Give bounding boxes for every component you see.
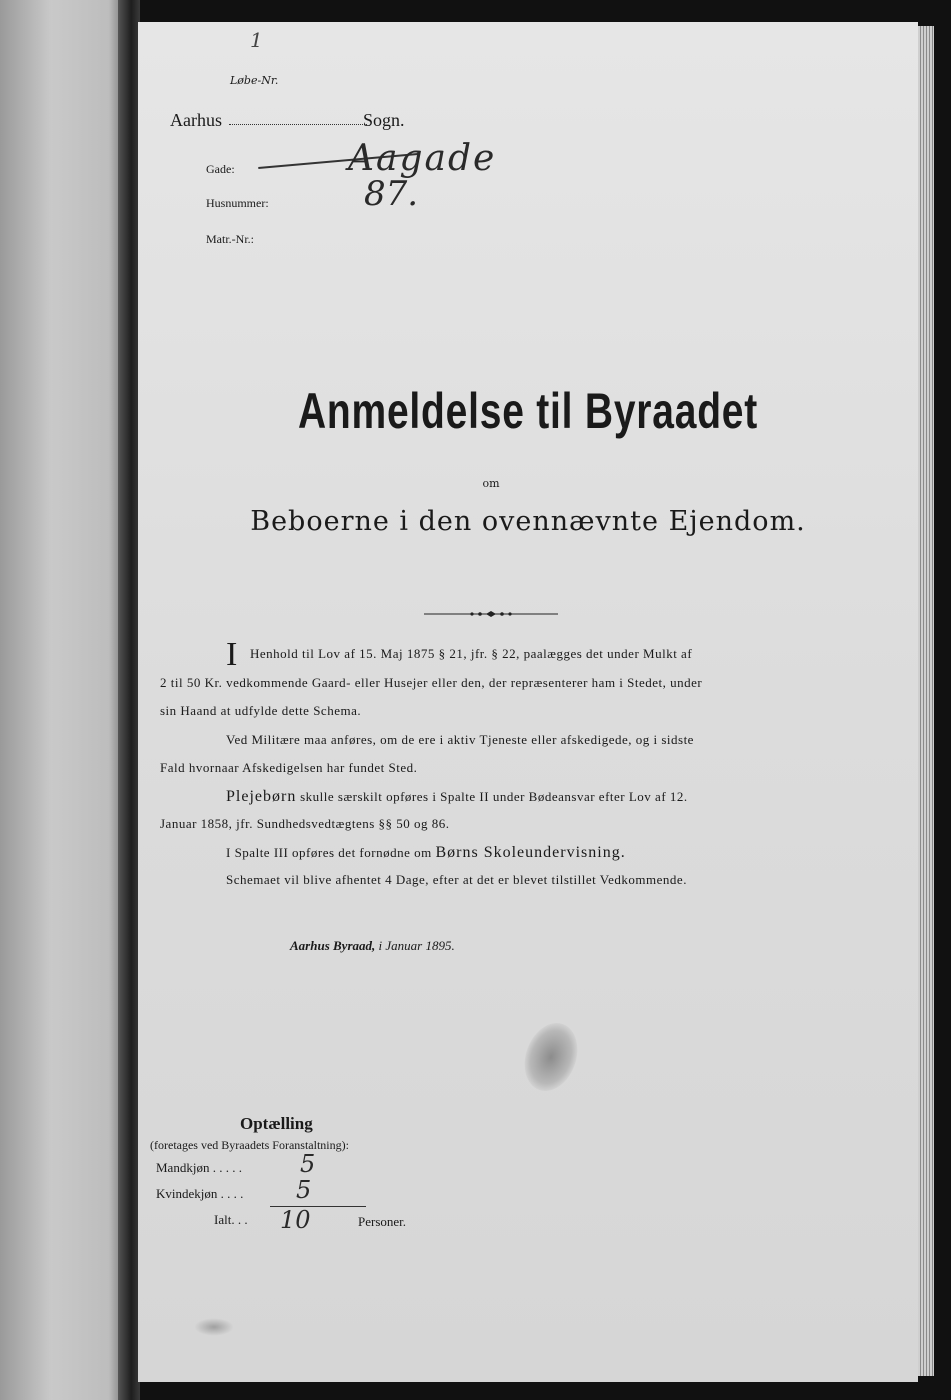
document-page bbox=[138, 22, 918, 1382]
signoff-date: i Januar 1895. bbox=[375, 938, 455, 953]
gade-label: Gade: bbox=[206, 162, 235, 176]
matr-label: Matr.-Nr.: bbox=[206, 232, 254, 246]
lobe-nr-label: Løbe-Nr. bbox=[230, 74, 279, 87]
body-line-3: sin Haand at udfylde dette Schema. bbox=[160, 703, 362, 718]
body-line-4: Ved Militære maa anføres, om de ere i aktiv Tjeneste eller afskedigede, og i sidste bbox=[226, 732, 694, 747]
kvindekjon-value: 5 bbox=[296, 1176, 312, 1204]
skoleundervisning-emphasis: Børns Skoleundervisning. bbox=[435, 844, 626, 861]
sogn-dotted-line bbox=[229, 124, 367, 125]
mandkjon-value: 5 bbox=[300, 1150, 316, 1178]
sogn-label: Sogn. bbox=[363, 110, 405, 130]
body-line-7: Januar 1858, jfr. Sundhedsvedtægtens §§ 50 og 86. bbox=[160, 816, 450, 831]
ornament-divider bbox=[424, 608, 558, 620]
count-subtitle: (foretages ved Byraadets Foranstaltning): bbox=[150, 1138, 349, 1152]
document-title: Anmeldelse til Byraadet bbox=[297, 383, 759, 439]
plejeborn-emphasis: Plejebørn bbox=[226, 788, 297, 805]
body-line-2: 2 til 50 Kr. vedkommende Gaard- eller Husejer eller den, der repræsenterer ham i Stedet, under bbox=[160, 675, 703, 690]
signoff bbox=[290, 938, 455, 954]
ialt-label: Ialt. . . bbox=[214, 1212, 248, 1227]
husnummer-label: Husnummer: bbox=[206, 196, 269, 210]
document-subtitle: Beboerne i den ovennævnte Ejendom. bbox=[250, 506, 806, 537]
city-label: Aarhus bbox=[170, 110, 222, 130]
book-gutter bbox=[118, 0, 140, 1400]
dropcap: I bbox=[226, 636, 238, 673]
body-line-1: Henhold til Lov af 15. Maj 1875 § 21, jfr. § 22, paalægges det under Mulkt af bbox=[250, 646, 693, 661]
husnummer-value: 87. bbox=[364, 174, 419, 214]
personer-label: Personer. bbox=[358, 1214, 407, 1229]
kvindekjon-label: Kvindekjøn . . . . bbox=[156, 1186, 244, 1201]
body-line-8 bbox=[226, 844, 626, 862]
body-line-8-lead: I Spalte III opføres det fornødne om bbox=[226, 845, 436, 860]
om-label: om bbox=[482, 477, 500, 490]
pencil-mark: 1 bbox=[250, 28, 263, 52]
body-line-9: Schemaet vil blive afhentet 4 Dage, efter at det er blevet tilstillet Vedkommende. bbox=[226, 872, 687, 887]
body-line-5: Fald hvornaar Afskedigelsen har fundet Sted. bbox=[160, 760, 418, 775]
ink-smudge-small bbox=[194, 1318, 234, 1336]
gade-value: Aagade bbox=[348, 138, 497, 179]
ialt-value: 10 bbox=[280, 1206, 311, 1234]
body-line-6-rest: skulle særskilt opføres i Spalte II under Bødeansvar efter Lov af 12. bbox=[296, 789, 688, 804]
ink-smudge bbox=[516, 1016, 587, 1099]
facing-page bbox=[0, 0, 128, 1400]
mandkjon-label: Mandkjøn . . . . . bbox=[156, 1160, 242, 1175]
signoff-name: Aarhus Byraad, bbox=[290, 938, 376, 953]
count-title: Optælling bbox=[240, 1114, 313, 1133]
body-line-6 bbox=[226, 788, 688, 806]
